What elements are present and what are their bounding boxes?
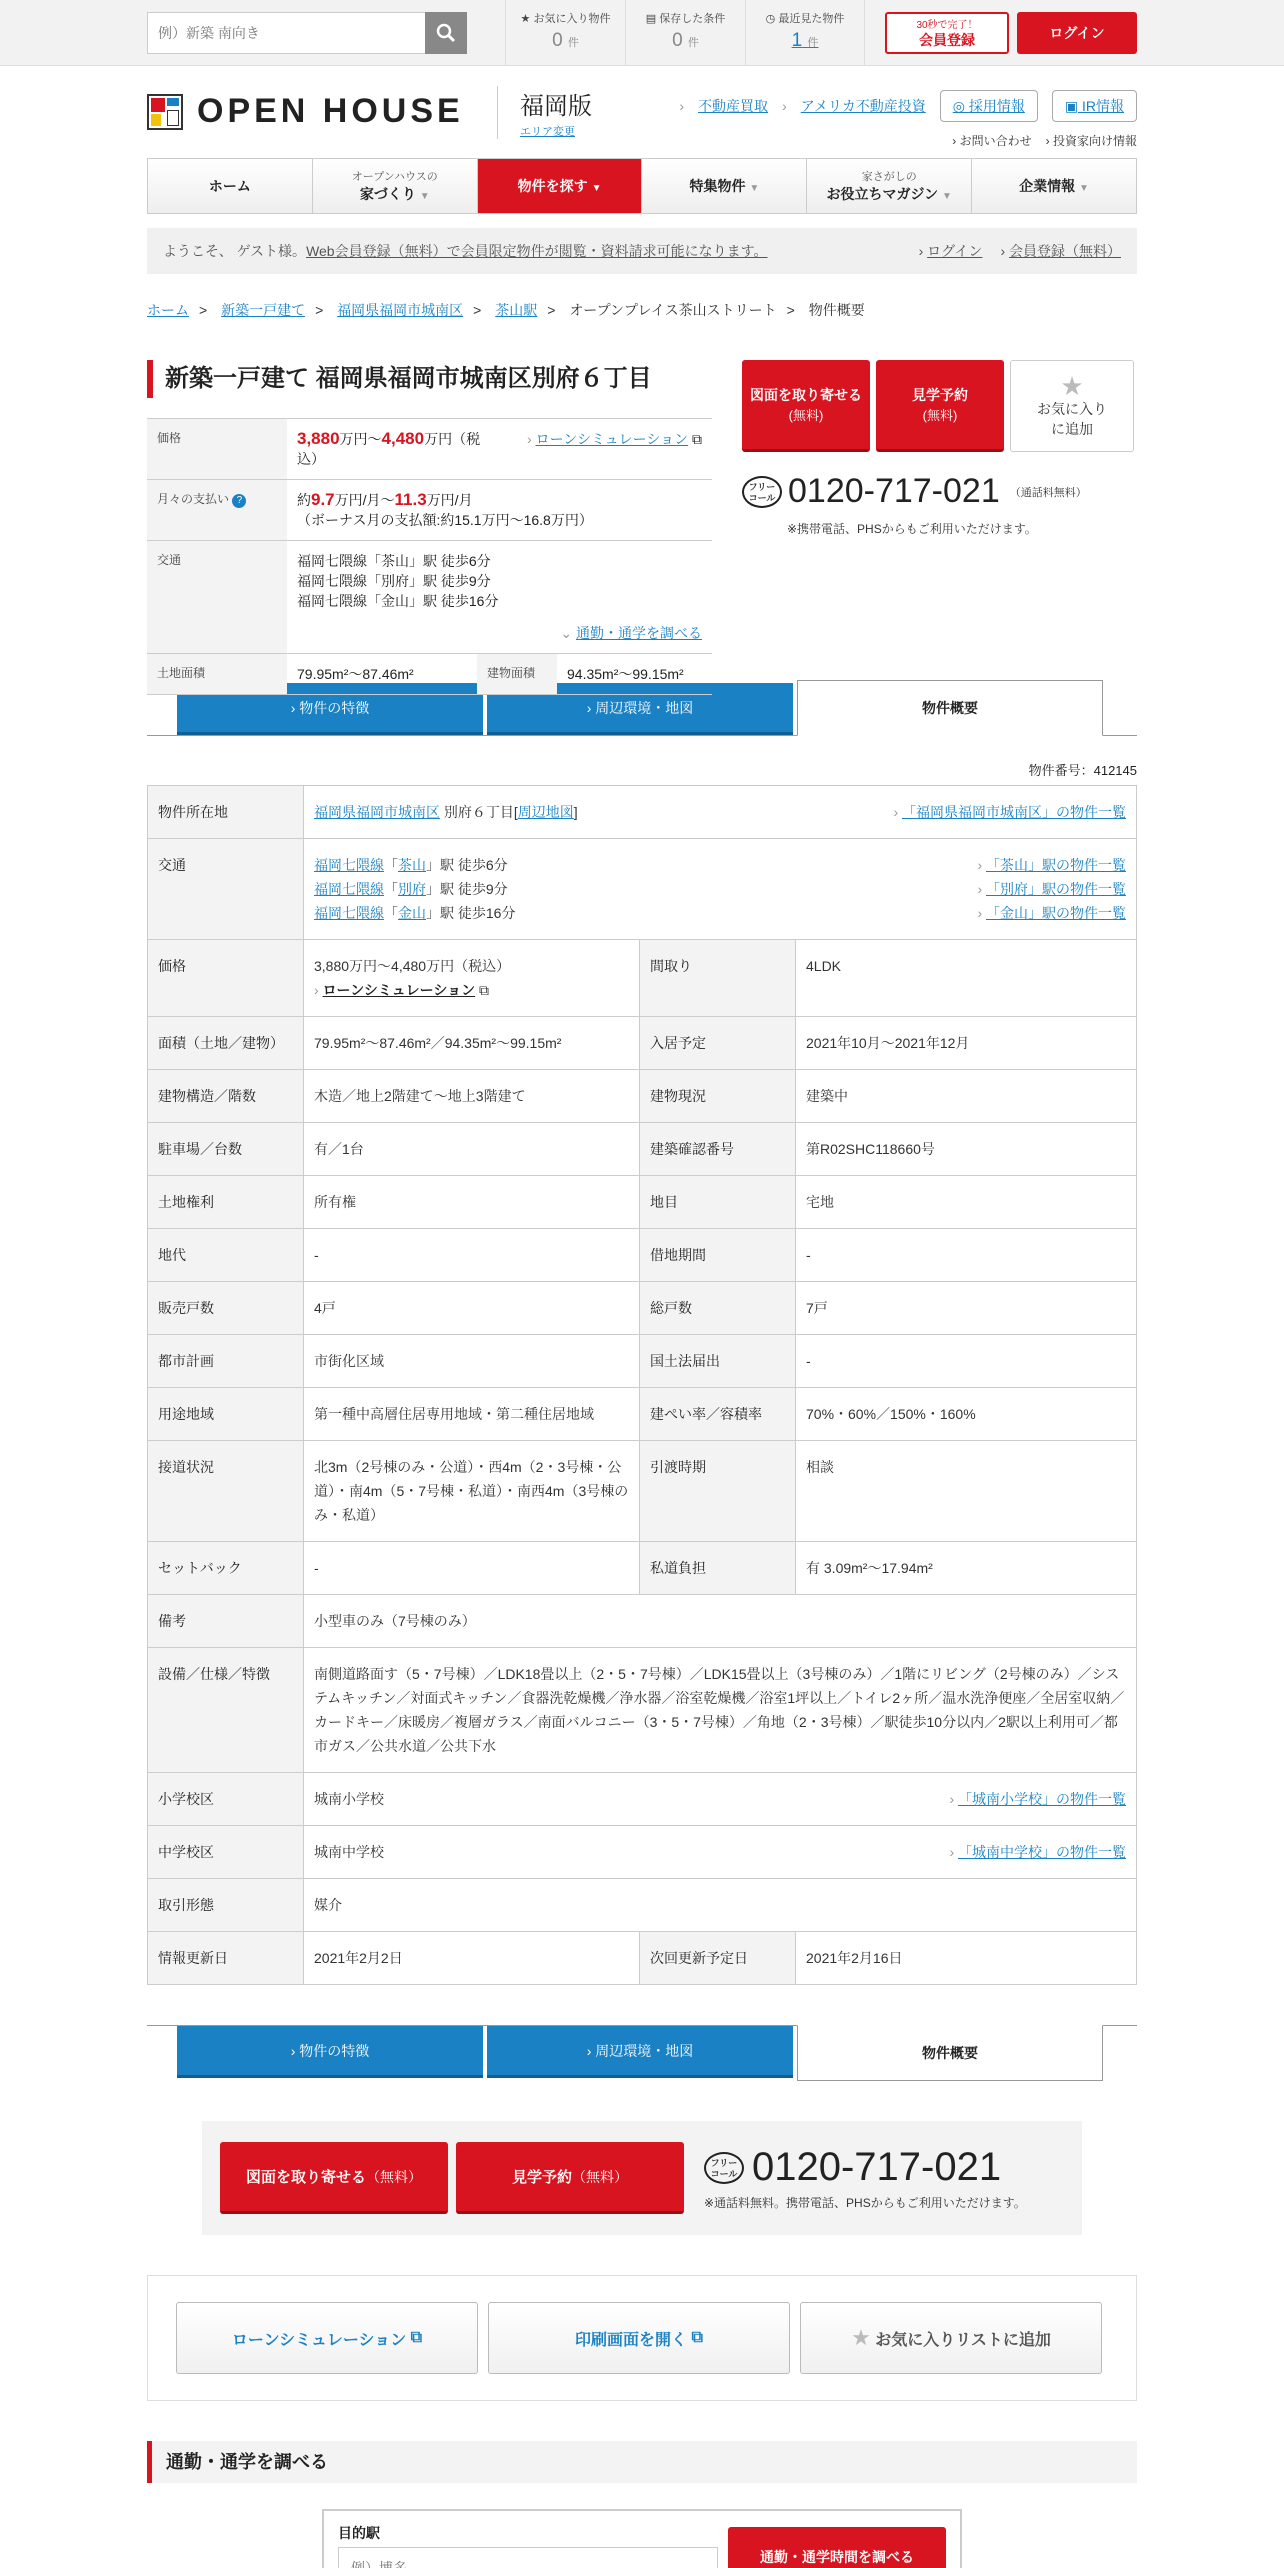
breadcrumb-station[interactable]: 茶山駅 (495, 302, 538, 318)
star-icon: ★ (1060, 371, 1084, 401)
us-investment-link[interactable]: アメリカ不動産投資 (800, 98, 926, 114)
station-link[interactable]: 別府 (398, 881, 426, 897)
table-row: 価格 3,880万円～4,480万円（税込） › ローンシミュレーション ⧉ 間取り 4LDK (148, 940, 1137, 1017)
help-icon[interactable]: ? (232, 494, 246, 508)
add-favorite-button[interactable]: ★ お気に入り に追加 (1010, 360, 1134, 452)
detail-table (147, 785, 1137, 1985)
phone-number: フリー コール 0120-717-021 （通話料無料） (742, 472, 1087, 511)
external-link-icon: ⧉ (691, 2329, 703, 2346)
table-row: 物件所在地 福岡県福岡市城南区 別府６丁目[周辺地図] › 「福岡県福岡市城南区」の物件一覧 (148, 786, 1137, 839)
station-list-link[interactable]: › 「茶山」駅の物件一覧 (977, 857, 1126, 873)
free-call-icon: フリー コール (742, 476, 782, 508)
investor-link[interactable]: › 投資家向け情報 (1045, 134, 1137, 148)
table-row: 面積（土地／建物） 79.95m²～87.46m²／94.35m²～99.15m² 入居予定 2021年10月～2021年12月 (148, 1017, 1137, 1070)
web-register-link[interactable]: Web会員登録（無料）で会員限定物件が閲覧・資料請求可能になります。 (306, 243, 768, 259)
document-icon: ▤ (645, 13, 657, 25)
tab-overview-bottom[interactable]: 物件概要 (797, 2025, 1103, 2081)
welcome-register-link[interactable]: › 会員登録（無料） (1000, 243, 1121, 259)
line-link[interactable]: 福岡七隈線 (314, 881, 384, 897)
station-list-link[interactable]: › 「別府」駅の物件一覧 (977, 881, 1126, 897)
junior-list-link[interactable]: › 「城南中学校」の物件一覧 (949, 1844, 1126, 1860)
request-drawings-button-bottom[interactable]: 図面を取り寄せる （無料） (220, 2142, 448, 2214)
login-button[interactable]: ログイン (1017, 12, 1137, 54)
detail-loan-link[interactable]: › ローンシミュレーション ⧉ (314, 982, 489, 998)
nav-search-property[interactable]: 物件を探す ▼ (478, 159, 643, 213)
free-call-icon: フリー コール (704, 2152, 744, 2184)
caret-down-icon: ▼ (591, 183, 602, 194)
caret-down-icon: ▼ (419, 191, 430, 202)
property-number: 物件番号：412145 (1028, 763, 1137, 778)
area-list-link[interactable]: › 「福岡県福岡市城南区」の物件一覧 (893, 804, 1126, 820)
table-row: 建物構造／階数 木造／地上2階建て～地上3階建て 建物現況 建築中 (148, 1070, 1137, 1123)
external-link-icon: ⧉ (410, 2329, 423, 2346)
breadcrumb-new-house[interactable]: 新築一戸建て (221, 302, 306, 318)
table-row: 土地権利 所有権 地目 宅地 (148, 1176, 1137, 1229)
breadcrumb: ホーム > 新築一戸建て > 福岡県福岡市城南区 > 茶山駅 > オープンプレイス茶山ストリート > 物件概要 (147, 302, 865, 318)
table-row: 販売戸数 4戸 総戸数 7戸 (148, 1282, 1137, 1335)
tab-features[interactable]: › 物件の特徴 (177, 683, 483, 735)
star-icon: ★ (520, 13, 531, 25)
table-row: 小学校区 城南小学校 › 「城南小学校」の物件一覧 (148, 1773, 1137, 1826)
visit-reservation-button-bottom[interactable]: 見学予約 （無料） (456, 2142, 684, 2214)
loan-sim-link[interactable]: › ローンシミュレーション ⧉ (527, 431, 702, 447)
nav-company[interactable]: 企業情報 ▼ (1019, 178, 1089, 194)
breadcrumb-area[interactable]: 福岡県福岡市城南区 (337, 302, 464, 318)
line-link[interactable]: 福岡七隈線 (314, 905, 384, 921)
nav-home[interactable]: ホーム (148, 159, 313, 213)
table-row: 取引形態 媒介 (148, 1879, 1137, 1932)
nav-magazine[interactable]: 家さがしの お役立ちマガジン ▼ (807, 159, 972, 213)
breadcrumb-current: 物件概要 (808, 302, 865, 318)
bottom-cta: 図面を取り寄せる （無料） 見学予約 （無料） フリー コール 0120-717-021 ※通話料無料。携帯電話、PHSからもご利用いただけます。 (202, 2121, 1082, 2235)
search-input[interactable] (147, 12, 425, 54)
saved-conditions-count[interactable]: ▤ 保存した条件 0 件 (625, 0, 745, 66)
add-favorite-list-button[interactable]: ★ お気に入りリストに追加 (800, 2302, 1102, 2374)
station-link[interactable]: 金山 (398, 905, 426, 921)
buyback-link[interactable]: 不動産買取 (698, 98, 769, 114)
welcome-bar: ようこそ、 ゲスト様。 Web会員登録（無料）で会員限定物件が閲覧・資料請求可能になります。 › ログイン › 会員登録（無料） (147, 228, 1137, 274)
area-change-link[interactable]: エリア変更 (520, 126, 575, 138)
area-selector: 福岡版 エリア変更 (497, 86, 592, 139)
user-stats (505, 0, 865, 66)
register-button[interactable]: 30秒で完了！ 会員登録 (885, 12, 1009, 54)
ir-button[interactable]: ▣ IR情報 (1052, 90, 1137, 122)
recent-viewed-count[interactable]: ◷ 最近見た物件 1 件 (745, 0, 865, 66)
search-form (147, 12, 467, 54)
commute-form: 目的駅 例）博多 通勤・通学時間を調べる (322, 2509, 962, 2568)
summary-table: 価格 3,880万円～4,480万円（税込） › ローンシミュレーション ⧉ 月々の支払い ? 約9.7万円/月～11.3万円/月 （ボーナス月の支払額:約15.1万円～16.8万円） 交通 福岡七隈線「茶山」駅 徒歩6分 福岡七隈線「別府」駅 徒歩9分 福岡七隈線「金山」駅 徒歩16分 ⌄ 通勤・通学を調べる 土地面積 79.95m²～87.46m² 建物面積 94.35m²～99.15m² (147, 418, 712, 695)
table-row: 中学校区 城南中学校 › 「城南中学校」の物件一覧 (148, 1826, 1137, 1879)
site-header (147, 66, 1137, 158)
table-row: 用途地域 第一種中高層住居専用地域・第二種住居地域 建ぺい率／容積率 70%・60%／150%・160% (148, 1388, 1137, 1441)
tool-buttons (147, 2275, 1137, 2401)
external-link-icon: ⧉ (692, 431, 702, 447)
visit-reservation-button[interactable]: 見学予約 (無料) (876, 360, 1004, 452)
search-icon (436, 23, 456, 43)
caret-down-icon: ▼ (1079, 183, 1089, 194)
caret-down-icon: ▼ (749, 183, 760, 194)
commute-search-link[interactable]: ⌄ 通勤・通学を調べる (560, 625, 702, 641)
chevron-right-icon: › (782, 98, 787, 114)
favorites-count[interactable]: ★ お気に入り物件 0 件 (505, 0, 625, 66)
page-title: 新築一戸建て 福岡県福岡市城南区別府６丁目 (147, 360, 712, 398)
table-row: 設備／仕様／特徴 南側道路面す（5・7号棟）／LDK18畳以上（2・5・7号棟）／LDK15畳以上（3号棟のみ）／1階にリビング（2号棟のみ）／システムキッチン／対面式キッチン／食器洗乾燥機／浄水器／浴室乾燥機／浴室1坪以上／トイレ2ヶ所／温水洗浄便座／全居室収納／カードキー／床暖房／複層ガラス／南面バルコニー（3・5・7号棟）／角地（2・3号棟）／駅徒歩10分以内／2駅以上利用可／都市ガス／公共水道／公共下水 (148, 1648, 1137, 1773)
breadcrumb-home[interactable]: ホーム (147, 302, 189, 318)
print-button[interactable]: 印刷画面を開く ⧉ (488, 2302, 790, 2374)
star-icon: ★ (851, 2325, 871, 2350)
tab-overview[interactable]: 物件概要 (797, 680, 1103, 736)
map-link[interactable]: 周辺地図 (517, 804, 574, 820)
station-link[interactable]: 茶山 (398, 857, 426, 873)
table-row: 地代 - 借地期間 - (148, 1229, 1137, 1282)
logo-mark-icon (147, 94, 183, 130)
welcome-login-link[interactable]: › ログイン (918, 243, 983, 259)
station-list-link[interactable]: › 「金山」駅の物件一覧 (977, 905, 1126, 921)
location-area-link[interactable]: 福岡県福岡市城南区 (314, 804, 440, 820)
top-bar (0, 0, 1284, 66)
elementary-list-link[interactable]: › 「城南小学校」の物件一覧 (949, 1791, 1126, 1807)
destination-station-input[interactable] (338, 2547, 718, 2568)
logo[interactable]: OPEN HOUSE (147, 92, 464, 131)
tab-features-bottom[interactable]: › 物件の特徴 (177, 2026, 483, 2078)
nav-house-building[interactable]: オープンハウスの 家づくり ▼ (313, 159, 478, 213)
external-link-icon: ⧉ (478, 982, 489, 998)
table-row: 接道状況 北3m（2号棟のみ・公道）・西4m（2・3号棟・公道）・南4m（5・7号棟・私道）・南西4m（3号棟のみ・私道） 引渡時期 相談 (148, 1441, 1137, 1542)
chevron-right-icon: › (679, 98, 685, 114)
table-row: 都市計画 市街化区域 国土法届出 - (148, 1335, 1137, 1388)
contact-link[interactable]: › お問い合わせ (952, 134, 1032, 148)
loan-simulation-button[interactable]: ローンシミュレーション ⧉ (176, 2302, 478, 2374)
table-row: 駐車場／台数 有／1台 建築確認番号 第R02SHC118660号 (148, 1123, 1137, 1176)
table-row: 備考 小型車のみ（7号棟のみ） (148, 1595, 1137, 1648)
commute-heading: 通勤・通学を調べる (147, 2441, 1137, 2483)
table-row: 交通 福岡七隈線「茶山」駅 徒歩6分 › 「茶山」駅の物件一覧 福岡七隈線「別府」駅 徒歩9分 › 「別府」駅の物件一覧 福岡七隈線「金山」駅 徒歩16分 › 「金山」駅の物件一覧 (148, 839, 1137, 940)
table-row: セットバック - 私道負担 有 3.09m²～17.94m² (148, 1542, 1137, 1595)
tab-surroundings-bottom[interactable]: › 周辺環境・地図 (487, 2026, 793, 2078)
recruit-button[interactable]: ◎ 採用情報 (940, 90, 1038, 122)
request-drawings-button[interactable]: 図面を取り寄せる (無料) (742, 360, 870, 452)
property-tabs-bottom (147, 2025, 1137, 2081)
clock-icon: ◷ (765, 13, 776, 25)
caret-down-icon: ▼ (942, 191, 952, 202)
breadcrumb-project: オープンプレイス茶山ストリート (569, 302, 777, 318)
nav-featured[interactable]: 特集物件 ▼ (642, 159, 807, 213)
line-link[interactable]: 福岡七隈線 (314, 857, 384, 873)
search-button[interactable] (425, 12, 467, 54)
tab-surroundings[interactable]: › 周辺環境・地図 (487, 683, 793, 735)
table-row: 情報更新日 2021年2月2日 次回更新予定日 2021年2月16日 (148, 1932, 1137, 1985)
global-nav (147, 158, 1137, 214)
commute-search-button[interactable]: 通勤・通学時間を調べる (728, 2527, 946, 2568)
